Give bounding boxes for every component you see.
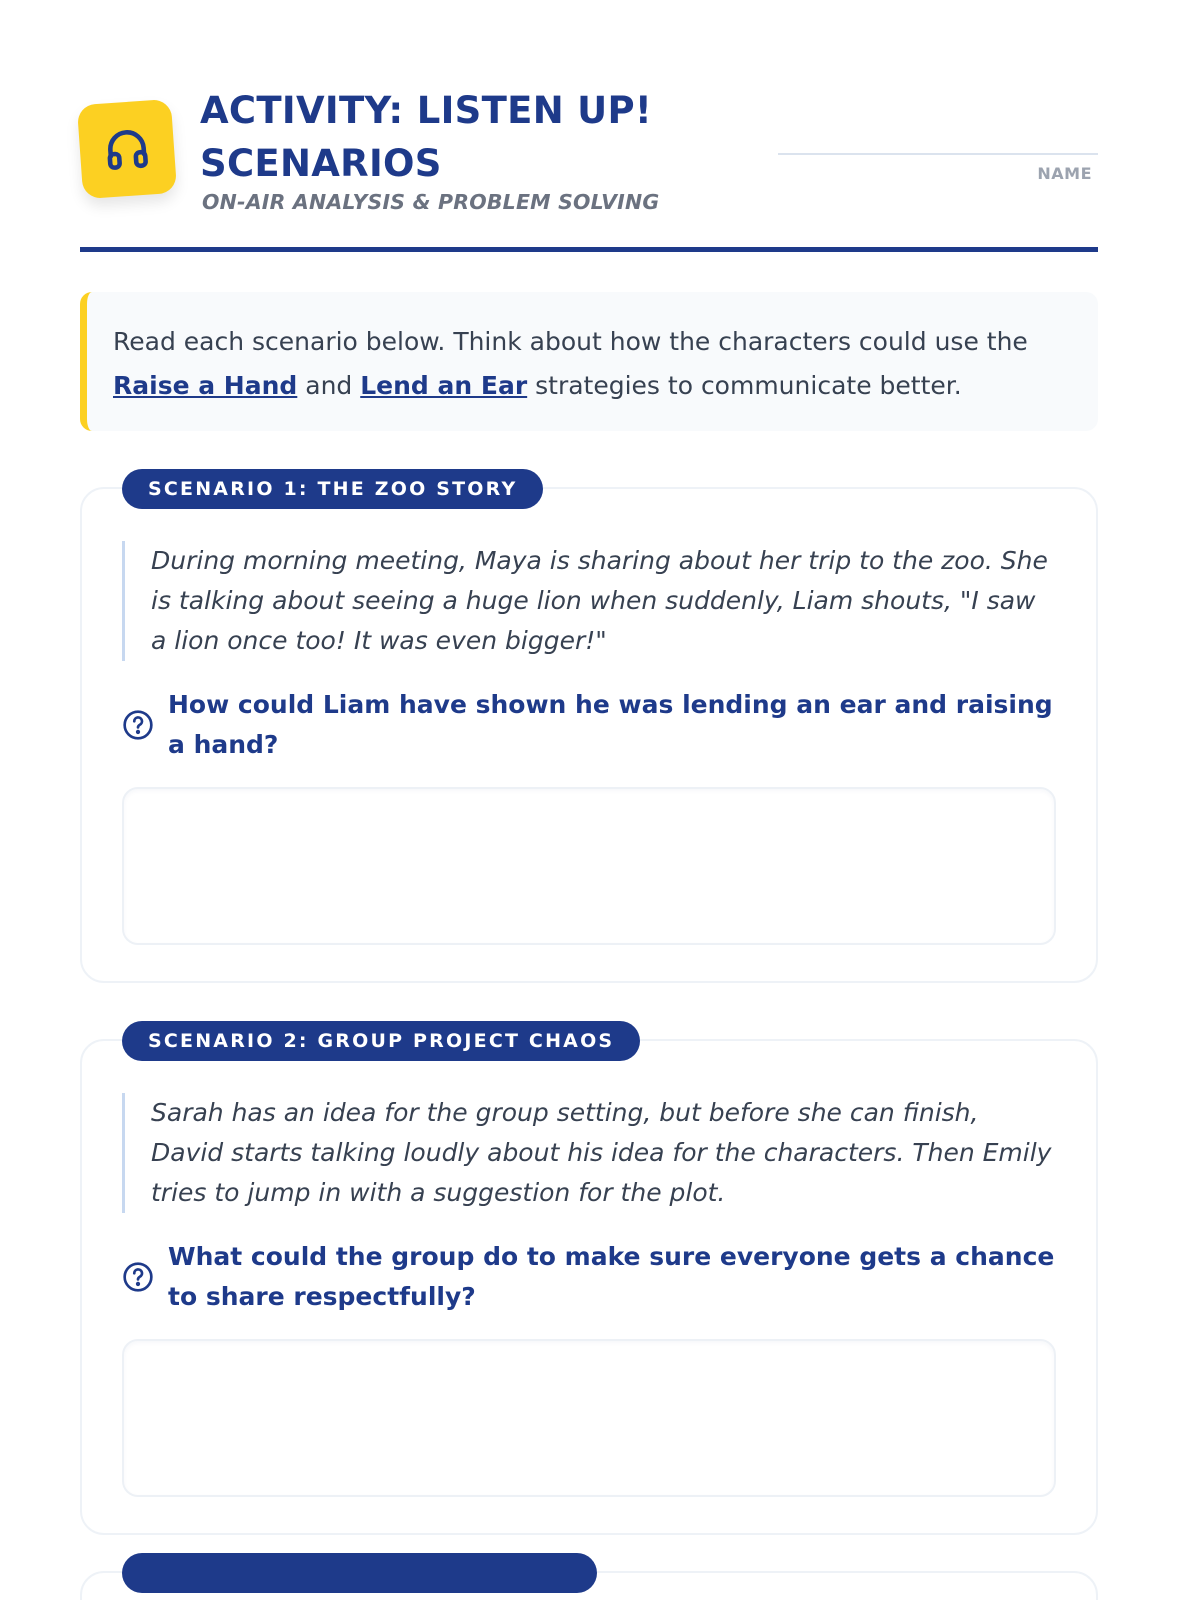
scenario-text: During morning meeting, Maya is sharing about her trip to the zoo. She is talking about seeing a huge lion when suddenly, Liam shouts, "I saw a lion once too! It was even bigger!"	[122, 541, 1056, 661]
instructions-box	[80, 292, 1098, 431]
question-row	[122, 1237, 1056, 1317]
scenario-question: What could the group do to make sure everyone gets a chance to share respectfully?	[168, 1242, 1055, 1311]
instructions-text-after: strategies to communicate better.	[527, 371, 962, 400]
headphones-icon	[77, 99, 177, 199]
scenario-question: How could Liam have shown he was lending an ear and raising a hand?	[168, 690, 1053, 759]
instructions-text-before: Read each scenario below. Think about how the characters could use the	[113, 327, 1028, 356]
scenario-card-1	[80, 478, 1098, 983]
scenario-card-body	[80, 487, 1098, 983]
instructions-text-middle: and	[297, 371, 361, 400]
scenario-label: SCENARIO 2: GROUP PROJECT CHAOS	[122, 1021, 640, 1061]
page-title: ACTIVITY: LISTEN UP! SCENARIOS	[200, 89, 653, 185]
answer-box[interactable]	[122, 1339, 1056, 1497]
scenario-card-3	[80, 1571, 1098, 1600]
question-circle-icon	[122, 1261, 154, 1293]
raise-a-hand-link[interactable]: Raise a Hand	[113, 371, 298, 400]
scenario-text: Sarah has an idea for the group setting, but before she can finish, David starts talking loudly about his idea for the characters. Then Emily tries to jump in with a suggestion for the plot.	[122, 1093, 1056, 1213]
name-label: NAME	[1037, 164, 1092, 183]
scenario-label: SCENARIO 1: THE ZOO STORY	[122, 469, 543, 509]
scenario-label	[122, 1553, 597, 1593]
worksheet-header	[80, 0, 1098, 252]
scenario-card-2	[80, 1030, 1098, 1535]
scenario-card-body	[80, 1039, 1098, 1535]
question-row	[122, 685, 1056, 765]
page-subtitle: ON-AIR ANALYSIS & PROBLEM SOLVING	[202, 190, 660, 214]
lend-an-ear-link[interactable]: Lend an Ear	[360, 371, 528, 400]
name-field[interactable]	[778, 153, 1098, 155]
answer-box[interactable]	[122, 787, 1056, 945]
question-circle-icon	[122, 709, 154, 741]
